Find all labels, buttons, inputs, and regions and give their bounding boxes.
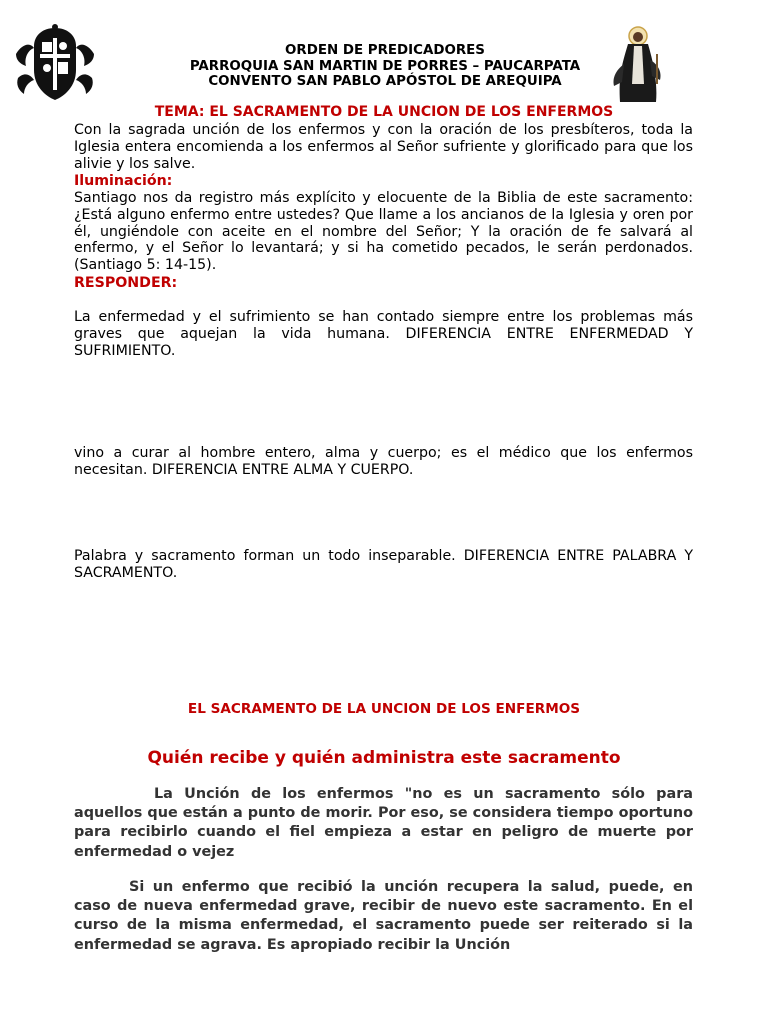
section-subtitle: Quién recibe y quién administra este sacramento xyxy=(147,748,621,768)
topic-title: TEMA: EL SACRAMENTO DE LA UNCION DE LOS ENFERMOS xyxy=(154,104,614,120)
header-line-convent: CONVENTO SAN PABLO APÓSTOL DE AREQUIPA xyxy=(208,74,562,90)
header-line-order: ORDEN DE PREDICADORES xyxy=(285,43,485,58)
header-line-parish: PARROQUIA SAN MARTIN DE PORRES – PAUCARPATA xyxy=(189,58,581,74)
section-paragraph-2: Si un enfermo que recibió la unción recupera la salud, puede, en caso de nueva enfermedad grave, recibir de nuevo este sacramento. En el curso de la misma enfermedad, el sacramento puede ser reiterado si la enfermedad se agrava. Es apropiado recibir la Unción xyxy=(74,879,693,953)
question-enfermedad-sufrimiento: La enfermedad y el sufrimiento se han contado siempre entre los problemas más graves que aquejan la vida humana. DIFERENCIA ENTRE ENFERMEDAD Y SUFRIMIENTO. xyxy=(74,309,693,359)
dominican-coat-of-arms-icon xyxy=(12,24,98,104)
question-palabra-sacramento: Palabra y sacramento forman un todo inseparable. DIFERENCIA ENTRE PALABRA Y SACRAMENTO. xyxy=(74,548,693,581)
responder-label: RESPONDER: xyxy=(74,275,178,291)
iluminacion-paragraph: Santiago nos da registro más explícito y elocuente de la Biblia de este sacramento: ¿Está alguno enfermo entre ustedes? Que llame a los ancianos de la Iglesia y oren por él, ungiéndole con aceite en el nombre del Señor; Y la oración de fe salvará al enfermo, y el Señor lo levantará; y si ha cometido pecados, le serán perdonados. (Santiago 5: 14-15). xyxy=(74,190,693,274)
section-title: EL SACRAMENTO DE LA UNCION DE LOS ENFERMOS xyxy=(187,701,581,717)
iluminacion-label: Iluminación: xyxy=(74,173,173,189)
saint-figure-icon xyxy=(604,24,670,104)
question-alma-cuerpo: vino a curar al hombre entero, alma y cuerpo; es el médico que los enfermos necesitan. DIFERENCIA ENTRE ALMA Y CUERPO. xyxy=(74,445,693,478)
document-header xyxy=(160,43,610,90)
section-paragraph-1: La Unción de los enfermos "no es un sacramento sólo para aquellos que están a punto de morir. Por eso, se considera tiempo oportuno para recibirlo cuando el fiel empieza a estar en peligro de muerte por enfermedad o vejez xyxy=(74,786,693,860)
intro-paragraph: Con la sagrada unción de los enfermos y con la oración de los presbíteros, toda la Iglesia entera encomienda a los enfermos al Señor sufriente y glorificado para que los alivie y los salve. xyxy=(74,122,693,172)
